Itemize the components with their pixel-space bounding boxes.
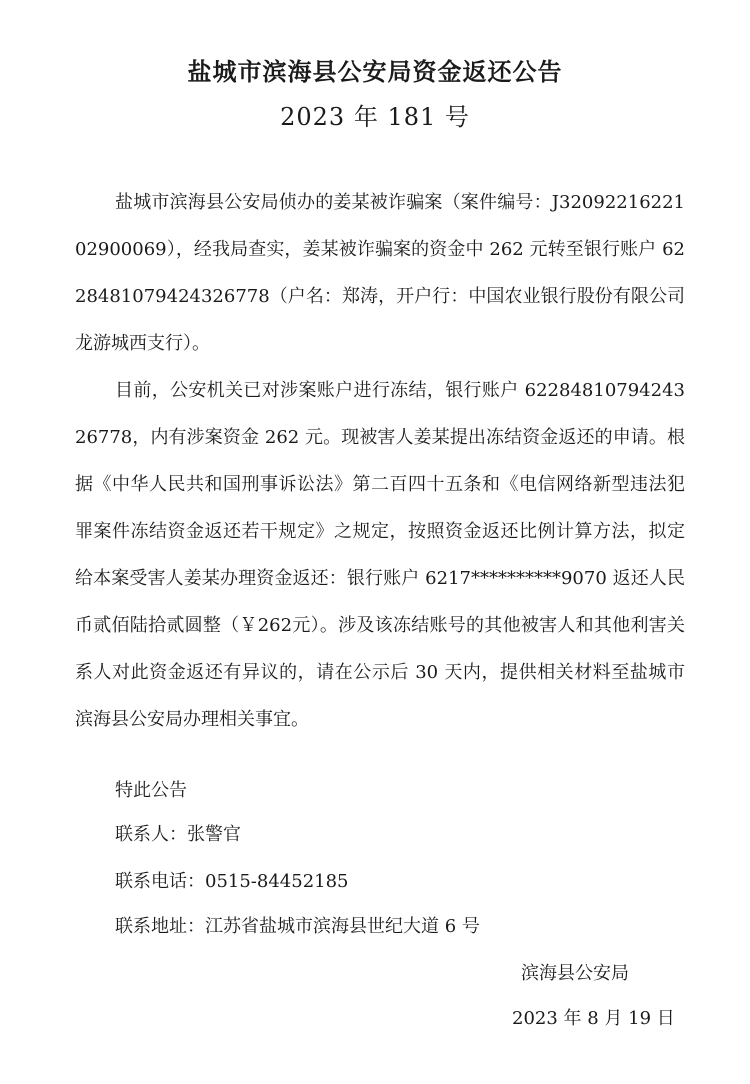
contact-phone: 联系电话：0515-84452185 xyxy=(115,871,349,892)
document-number: 2023 年 181 号 xyxy=(280,103,470,131)
document-title: 盐城市滨海县公安局资金返还公告 xyxy=(187,57,563,86)
paragraph-refund-details: 目前，公安机关已对涉案账户进行冻结，银行账户 6228481079424326778，内有涉案资金 262 元。现被害人姜某提出冻结资金返还的申请。根据《中华人民共和国刑事诉讼法》第二百四十五条和《电信网络新型违法犯罪案件冻结资金返还若干规定》之规定，按照资金返还比例计算方法，拟定给本案受害人姜某办理资金返还：银行账户 6217**********9070 返还人民币贰佰陆拾贰圆整（￥262元）。涉及该冻结账号的其他被害人和其他利害关系人对此资金返还有异议的，请在公示后 30 天内，提供相关材料至盐城市滨海县公安局办理相关事宜。 xyxy=(75,380,685,730)
issue-date: 2023 年 8 月 19 日 xyxy=(512,1008,675,1029)
contact-address: 联系地址：江苏省盐城市滨海县世纪大道 6 号 xyxy=(115,916,480,937)
closing-text: 特此公告 xyxy=(115,780,187,801)
paragraph-case-info: 盐城市滨海县公安局侦办的姜某被诈骗案（案件编号：J3209221622102900069），经我局查实，姜某被诈骗案的资金中 262 元转至银行账户 6228481079424326778（户名：郑涛，开户行：中国农业银行股份有限公司龙游城西支行）。 xyxy=(75,192,685,354)
contact-person: 联系人：张警官 xyxy=(115,824,241,845)
issuer-signature: 滨海县公安局 xyxy=(521,963,629,984)
